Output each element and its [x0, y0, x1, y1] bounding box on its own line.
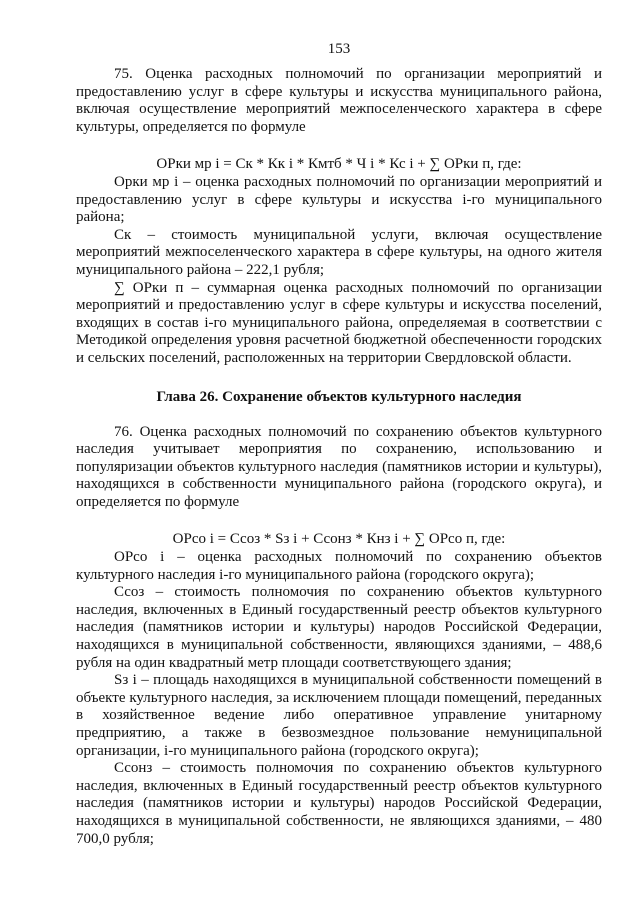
page-number: 153 [327, 41, 351, 57]
definition-sk: Ск – стоимость муниципальной услуги, включая осуществление мероприятий межпоселенческого характера в сфере культуры, на одного жителя муниципального района – 222,1 рубля; [76, 226, 602, 278]
formula-heritage: ОРсо i = Ссоз * Sз i + Ссонз * Кнз i + ∑ ОРсо п, где: [172, 531, 506, 548]
chapter-heading: Глава 26. Сохранение объектов культурного наследия [156, 388, 522, 405]
definition-orki: Орки мр i – оценка расходных полномочий по организации мероприятий и предоставлению услуг в сфере культуры и искусства i-го муниципального района; [76, 173, 602, 226]
definition-sz: Sз i – площадь находящихся в муниципальной собственности помещений в объекте культурного наследия, за исключением площади помещений, переданных в хозяйственное ведение либо оперативное управление унитарному предприятию, а также в безвозмездное пользование немуниципальной организации, i-го муниципального района (городского округа); [76, 672, 602, 759]
definition-sum-orki: ∑ ОРки п – суммарная оценка расходных полномочий по организации мероприятий и предоставлению услуг в сфере культуры и искусства поселений, входящих в состав i-го муниципального района, определяемая в соответствии с Методикой определения уровня расчетной бюджетной обеспеченности городских и сельских поселений, расположенных на территории Свердловской области. [76, 279, 602, 366]
paragraph-76: 76. Оценка расходных полномочий по сохранению объектов культурного наследия учитывает мероприятия по сохранению, использованию и популяризации объектов культурного наследия (памятников истории и культуры), находящихся в собственности муниципального района (городского округа), и определяется по формуле [76, 423, 602, 510]
definition-orso: ОРсо i – оценка расходных полномочий по сохранению объектов культурного наследия i-го муниципального района (городского округа); [76, 549, 602, 583]
definition-ssoz: Ссоз – стоимость полномочия по сохранению объектов культурного наследия, включенных в Единый государственный реестр объектов культурного наследия (памятников истории и культуры) народов Российской Федерации, находящихся в муниципальной собственности, являющихся зданиями, – 488,6 рубля на один квадратный метр площади соответствующего здания; [76, 584, 602, 671]
paragraph-75: 75. Оценка расходных полномочий по организации мероприятий и предоставлению услуг в сфере культуры и искусства муниципального района, включая осуществление мероприятий межпоселенческого характера в сфере культуры, определяется по формуле [76, 66, 602, 135]
definition-ssonz: Ссонз – стоимость полномочия по сохранению объектов культурного наследия, включенных в Единый государственный реестр объектов культурного наследия (памятников истории и культуры) народов Российской Федерации, находящихся в муниципальной собственности, не являющихся зданиями, – 480 700,0 рубля; [76, 760, 602, 847]
formula-culture: ОРки мр i = Ск * Кк i * Кмтб * Ч i * Кс i + ∑ ОРки п, где: [156, 156, 522, 173]
